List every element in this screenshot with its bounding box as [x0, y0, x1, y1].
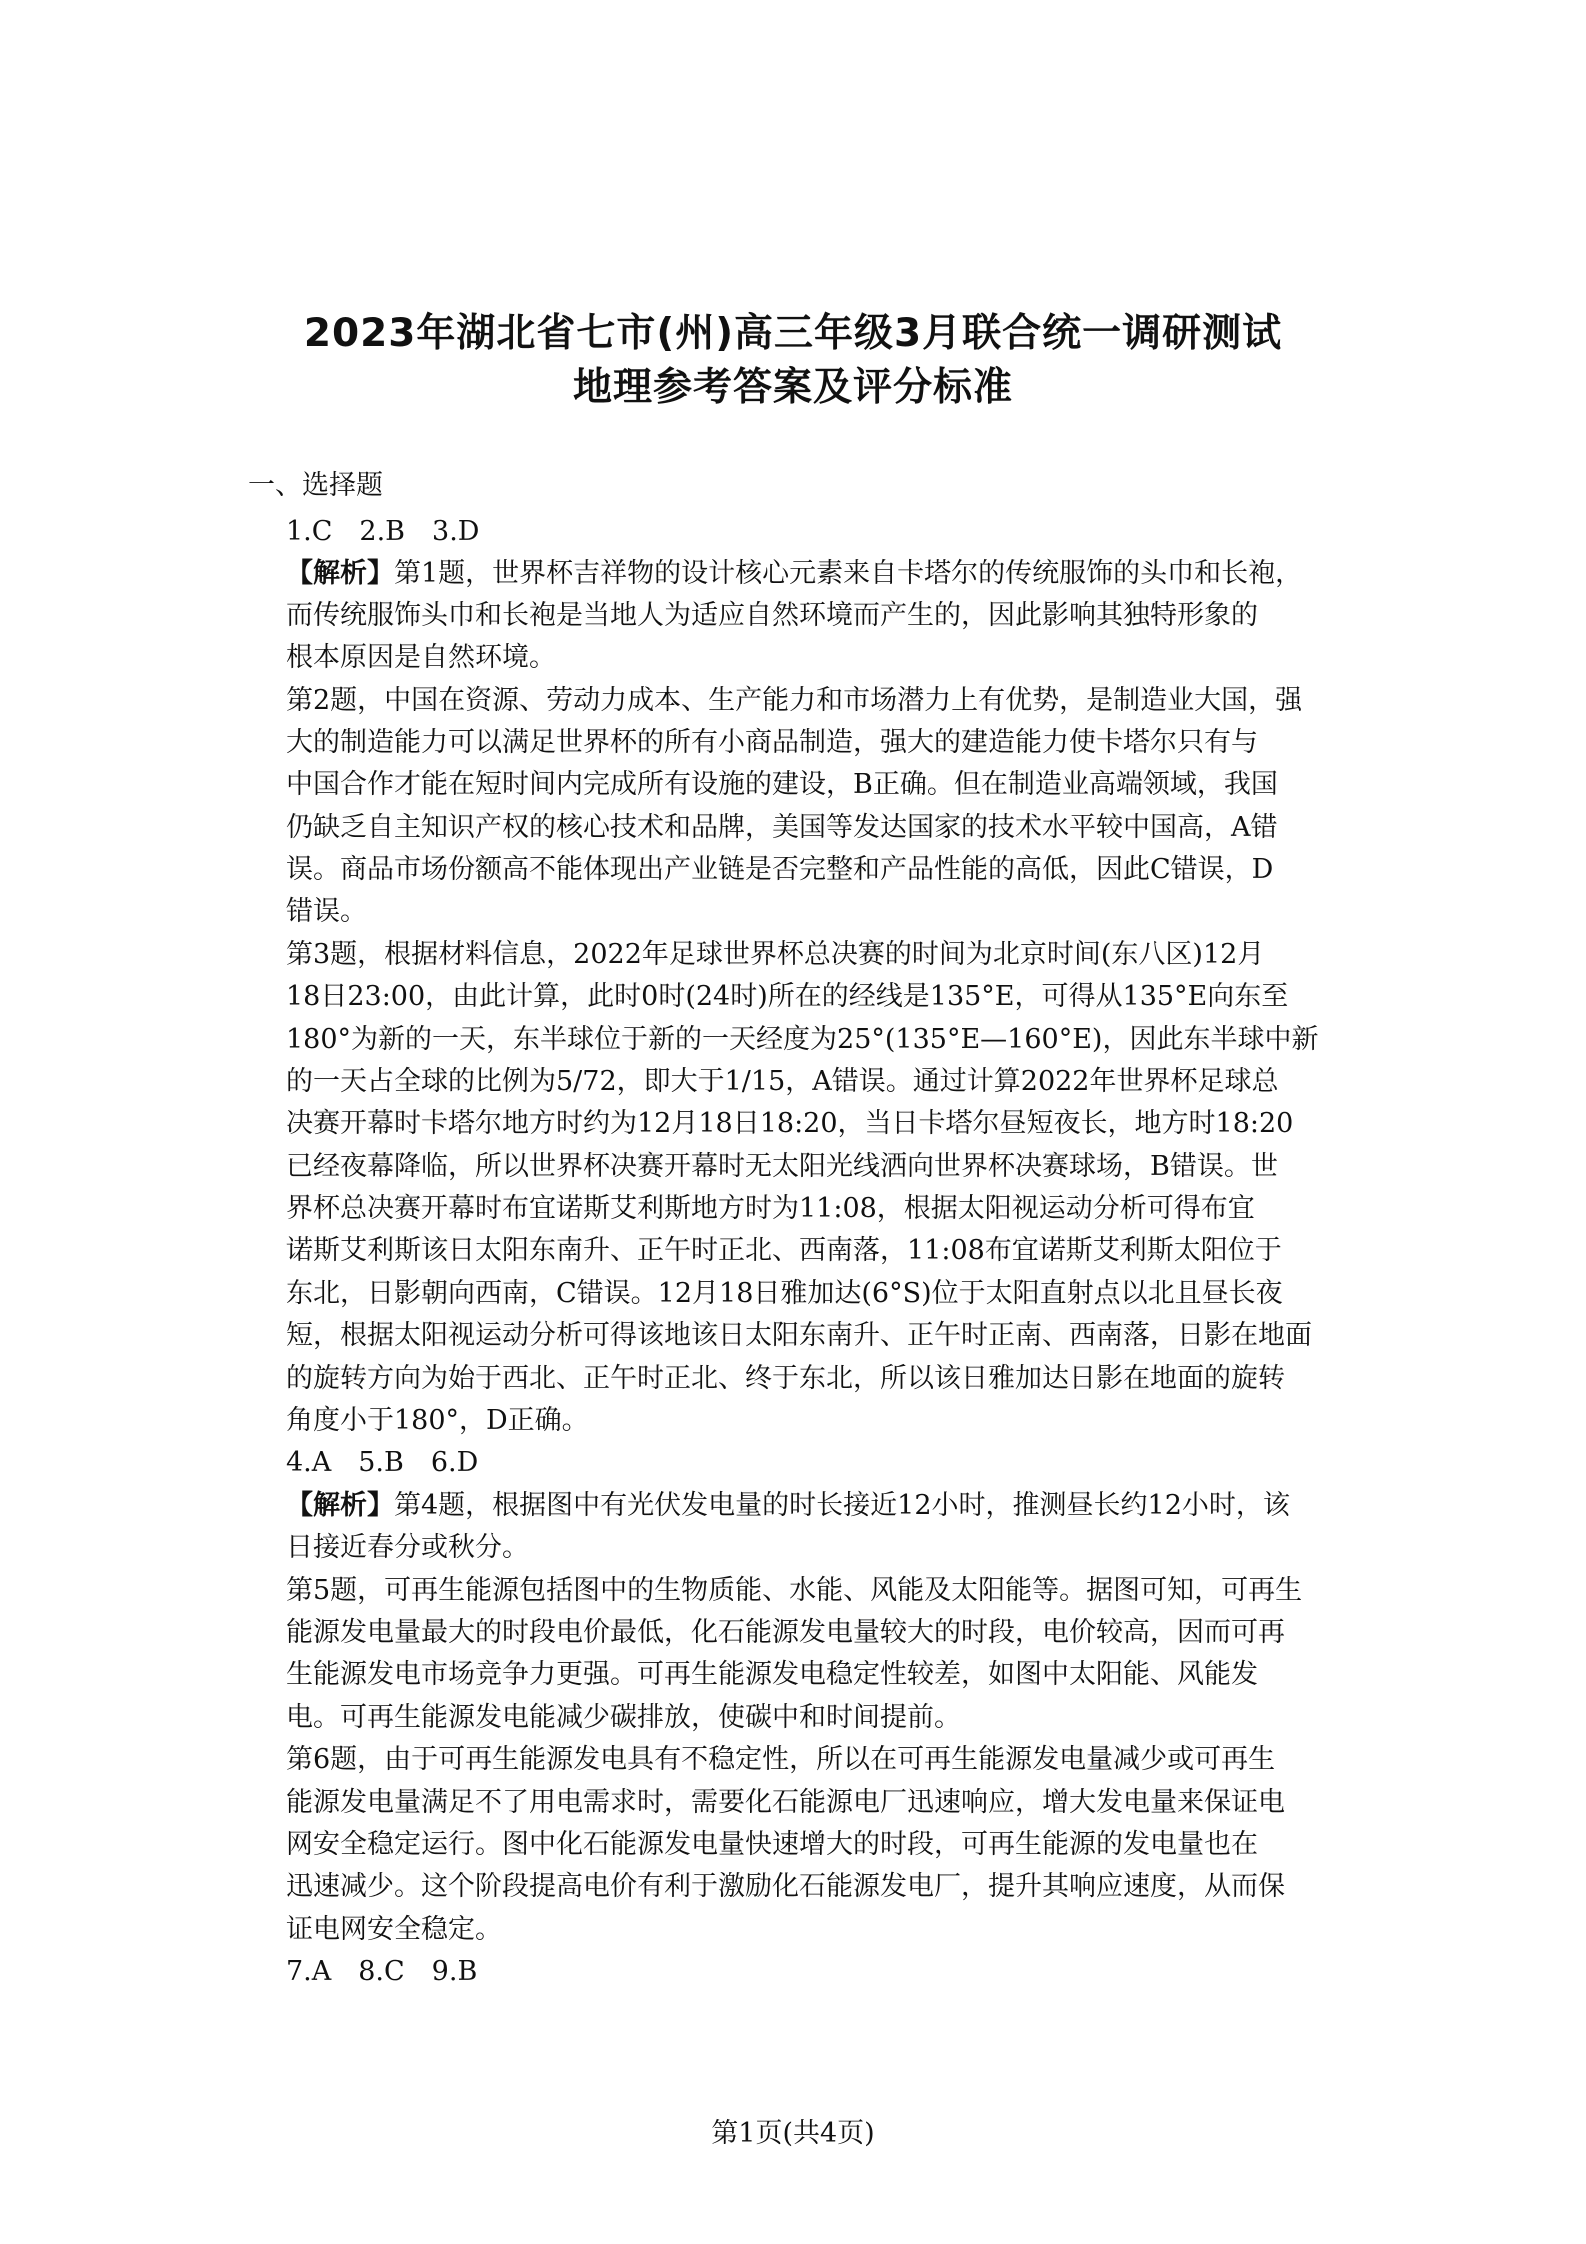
analysis-q2-line-3: 中国合作才能在短时间内完成所有设施的建设，B正确。但在制造业高端领域，我国 — [286, 769, 1278, 800]
page-number: 第1页(共4页) — [711, 2118, 875, 2149]
analysis-q1-line-3: 根本原因是自然环境。 — [286, 642, 556, 673]
analysis-q6-line-4: 迅速减少。这个阶段提高电价有利于激励化石能源发电厂，提升其响应速度，从而保 — [286, 1871, 1285, 1902]
analysis-q6-line-3: 网安全稳定运行。图中化石能源发电量快速增大的时段，可再生能源的发电量也在 — [286, 1829, 1258, 1860]
analysis-q5-line-4: 电。可再生能源发电能减少碳排放，使碳中和时间提前。 — [286, 1702, 961, 1733]
analysis-q3-line-5: 决赛开幕时卡塔尔地方时约为12月18日18:20，当日卡塔尔昼短夜长，地方时18:20 — [286, 1108, 1294, 1139]
analysis-q5-line-2: 能源发电量最大的时段电价最低，化石能源发电量较大的时段，电价较高，因而可再 — [286, 1617, 1285, 1648]
analysis-q2-line-2: 大的制造能力可以满足世界杯的所有小商品制造，强大的建造能力使卡塔尔只有与 — [286, 727, 1258, 758]
analysis-q3-line-1: 第3题，根据材料信息，2022年足球世界杯总决赛的时间为北京时间(东八区)12月 — [286, 939, 1265, 970]
analysis-q5-line-1: 第5题，可再生能源包括图中的生物质能、水能、风能及太阳能等。据图可知，可再生 — [286, 1575, 1303, 1606]
answer-key-4-6: 4.A 5.B 6.D — [286, 1447, 479, 1478]
analysis-q3-line-10: 短，根据太阳视运动分析可得该地该日太阳东南升、正午时正南、西南落，日影在地面 — [286, 1320, 1312, 1351]
analysis-q3-line-8: 诺斯艾利斯该日太阳东南升、正午时正北、西南落，11:08布宜诺斯艾利斯太阳位于 — [286, 1235, 1282, 1266]
analysis-q5-line-3: 生能源发电市场竞争力更强。可再生能源发电稳定性较差，如图中太阳能、风能发 — [286, 1659, 1258, 1690]
analysis-q3-line-7: 界杯总决赛开幕时布宜诺斯艾利斯地方时为11:08，根据太阳视运动分析可得布宜 — [286, 1193, 1255, 1224]
document-title: 2023年湖北省七市(州)高三年级3月联合统一调研测试 — [303, 311, 1283, 356]
analysis-q6-line-5: 证电网安全稳定。 — [286, 1914, 502, 1945]
analysis-q6-line-1: 第6题，由于可再生能源发电具有不稳定性，所以在可再生能源发电量减少或可再生 — [286, 1744, 1276, 1775]
analysis-q1-line-1: 【解析】第1题，世界杯吉祥物的设计核心元素来自卡塔尔的传统服饰的头巾和长袍， — [286, 558, 1303, 589]
analysis-q3-line-12: 角度小于180°，D正确。 — [286, 1405, 589, 1436]
analysis-q3-line-9: 东北，日影朝向西南，C错误。12月18日雅加达(6°S)位于太阳直射点以北且昼长夜 — [286, 1278, 1283, 1309]
analysis-q6-line-2: 能源发电量满足不了用电需求时，需要化石能源电厂迅速响应，增大发电量来保证电 — [286, 1787, 1285, 1818]
analysis-tag: 【解析】 — [286, 1490, 394, 1521]
analysis-q3-line-11: 的旋转方向为始于西北、正午时正北、终于东北，所以该日雅加达日影在地面的旋转 — [286, 1363, 1285, 1394]
analysis-q3-line-3: 180°为新的一天，东半球位于新的一天经度为25°(135°E—160°E)，因此东半球中新 — [286, 1024, 1319, 1055]
analysis-q2-line-4: 仍缺乏自主知识产权的核心技术和品牌，美国等发达国家的技术水平较中国高，A错 — [286, 812, 1278, 843]
answer-key-1-3: 1.C 2.B 3.D — [286, 516, 480, 547]
analysis-q4-line-1: 【解析】第4题，根据图中有光伏发电量的时长接近12小时，推测昼长约12小时，该 — [286, 1490, 1290, 1521]
analysis-q3-line-2: 18日23:00，由此计算，此时0时(24时)所在的经线是135°E，可得从135°E向东至 — [286, 981, 1289, 1012]
analysis-q3-line-6: 已经夜幕降临，所以世界杯决赛开幕时无太阳光线洒向世界杯决赛球场，B错误。世 — [286, 1151, 1278, 1182]
analysis-tag: 【解析】 — [286, 558, 394, 589]
analysis-q4-line-2: 日接近春分或秋分。 — [286, 1532, 529, 1563]
analysis-q3-line-4: 的一天占全球的比例为5/72，即大于1/15，A错误。通过计算2022年世界杯足球总 — [286, 1066, 1279, 1097]
analysis-q2-line-5: 误。商品市场份额高不能体现出产业链是否完整和产品性能的高低，因此C错误，D — [286, 854, 1274, 885]
section-heading: 一、选择题 — [248, 470, 383, 501]
analysis-q1-line-2: 而传统服饰头巾和长袍是当地人为适应自然环境而产生的，因此影响其独特形象的 — [286, 600, 1258, 631]
document-subtitle: 地理参考答案及评分标准 — [572, 365, 1013, 410]
analysis-q2-line-6: 错误。 — [286, 896, 367, 927]
answer-key-7-9: 7.A 8.C 9.B — [286, 1956, 478, 1987]
analysis-q2-line-1: 第2题，中国在资源、劳动力成本、生产能力和市场潜力上有优势，是制造业大国，强 — [286, 685, 1303, 716]
